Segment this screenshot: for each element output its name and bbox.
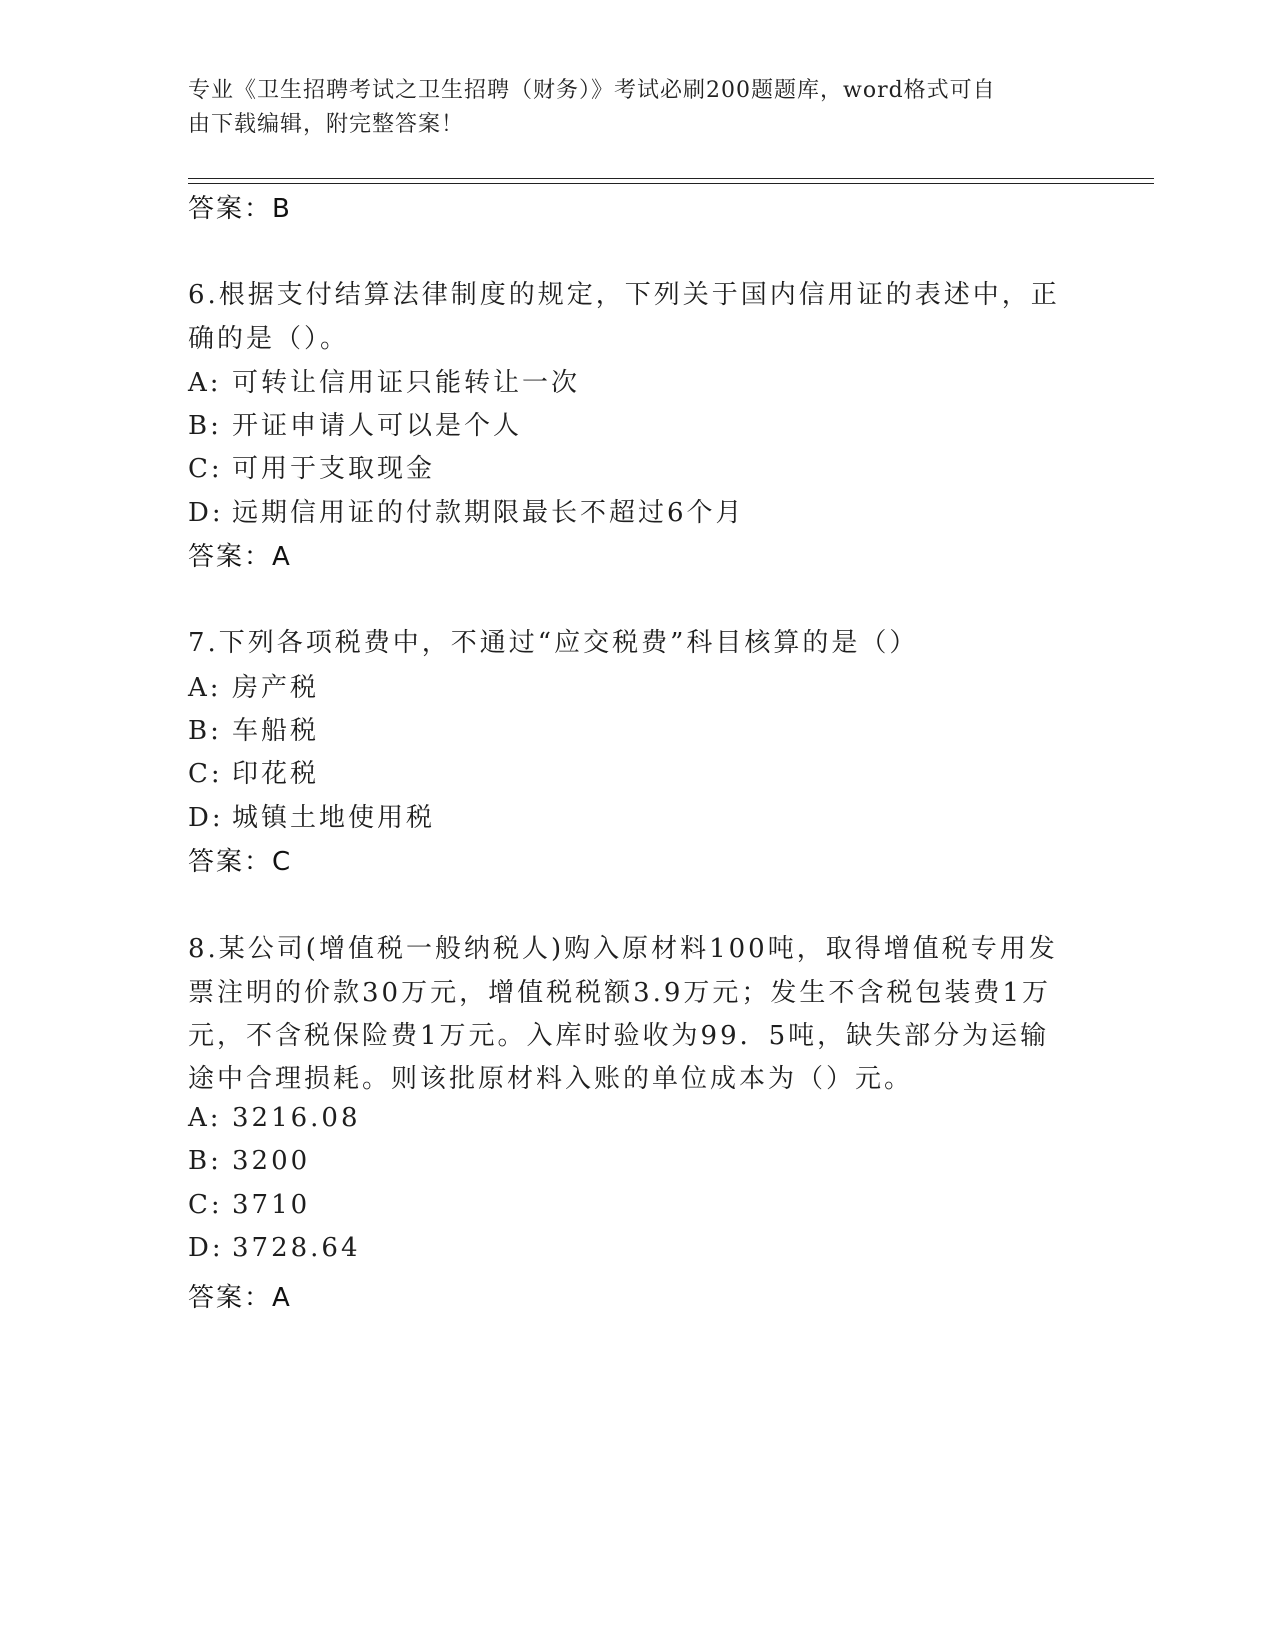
previous-answer: 答案：B [188,194,292,224]
option-a [188,1103,361,1133]
option-c [188,753,319,790]
option-c [188,1190,310,1220]
option-b [188,710,319,747]
option-label: B: [188,716,222,746]
option-label: A: [188,1103,222,1133]
question-stem-line: 票注明的价款30万元，增值税税额3.9万元；发生不含税包装费1万 [188,978,1051,1008]
option-text: 房产税 [232,673,320,703]
question-stem-line: 确的是（）。 [188,324,350,354]
option-text: 可用于支取现金 [232,454,436,484]
option-d [188,492,745,529]
option-label: C: [188,1190,223,1220]
option-label: A: [188,368,222,398]
option-text: 3216.08 [232,1103,361,1133]
option-label: C: [188,759,223,789]
option-label: D: [188,498,224,528]
option-a [188,667,319,704]
option-text: 城镇土地使用税 [232,803,436,833]
option-label: D: [188,803,224,833]
option-text: 远期信用证的付款期限最长不超过6个月 [232,498,745,528]
header-line-1: 专业《卫生招聘考试之卫生招聘（财务）》考试必刷200题题库，word格式可自 [188,78,996,103]
question-stem-line: 8.某公司(增值税一般纳税人)购入原材料100吨，取得增值税专用发 [188,934,1058,964]
question-stem-line: 元，不含税保险费1万元。入库时验收为99．5吨，缺失部分为运输 [188,1021,1050,1051]
answer: 答案：C [188,847,293,877]
option-label: A: [188,673,222,703]
answer: 答案：A [188,542,292,572]
header-rule-top [188,178,1154,179]
option-text: 3728.64 [232,1233,361,1263]
option-label: C: [188,454,223,484]
question-stem-line: 途中合理损耗。则该批原材料入账的单位成本为（）元。 [188,1064,914,1094]
option-a [188,362,580,399]
question-stem-line: 7.下列各项税费中，不通过“应交税费”科目核算的是（） [188,628,919,658]
option-d [188,797,435,834]
answer: 答案：A [188,1283,292,1313]
option-c [188,448,435,485]
option-label: B: [188,1146,222,1176]
option-label: D: [188,1233,224,1263]
option-text: 3200 [232,1146,311,1176]
header-rule-bottom [188,183,1154,184]
header-line-2: 由下载编辑，附完整答案！ [188,112,465,137]
option-text: 可转让信用证只能转让一次 [232,368,581,398]
option-text: 印花税 [232,759,320,789]
option-text: 3710 [232,1190,311,1220]
option-text: 车船税 [232,716,320,746]
document-header [188,74,1068,142]
option-b [188,405,522,442]
option-text: 开证申请人可以是个人 [232,411,523,441]
option-label: B: [188,411,222,441]
option-b [188,1146,310,1176]
question-stem-line: 6.根据支付结算法律制度的规定，下列关于国内信用证的表述中，正 [188,280,1060,310]
option-d [188,1233,361,1263]
